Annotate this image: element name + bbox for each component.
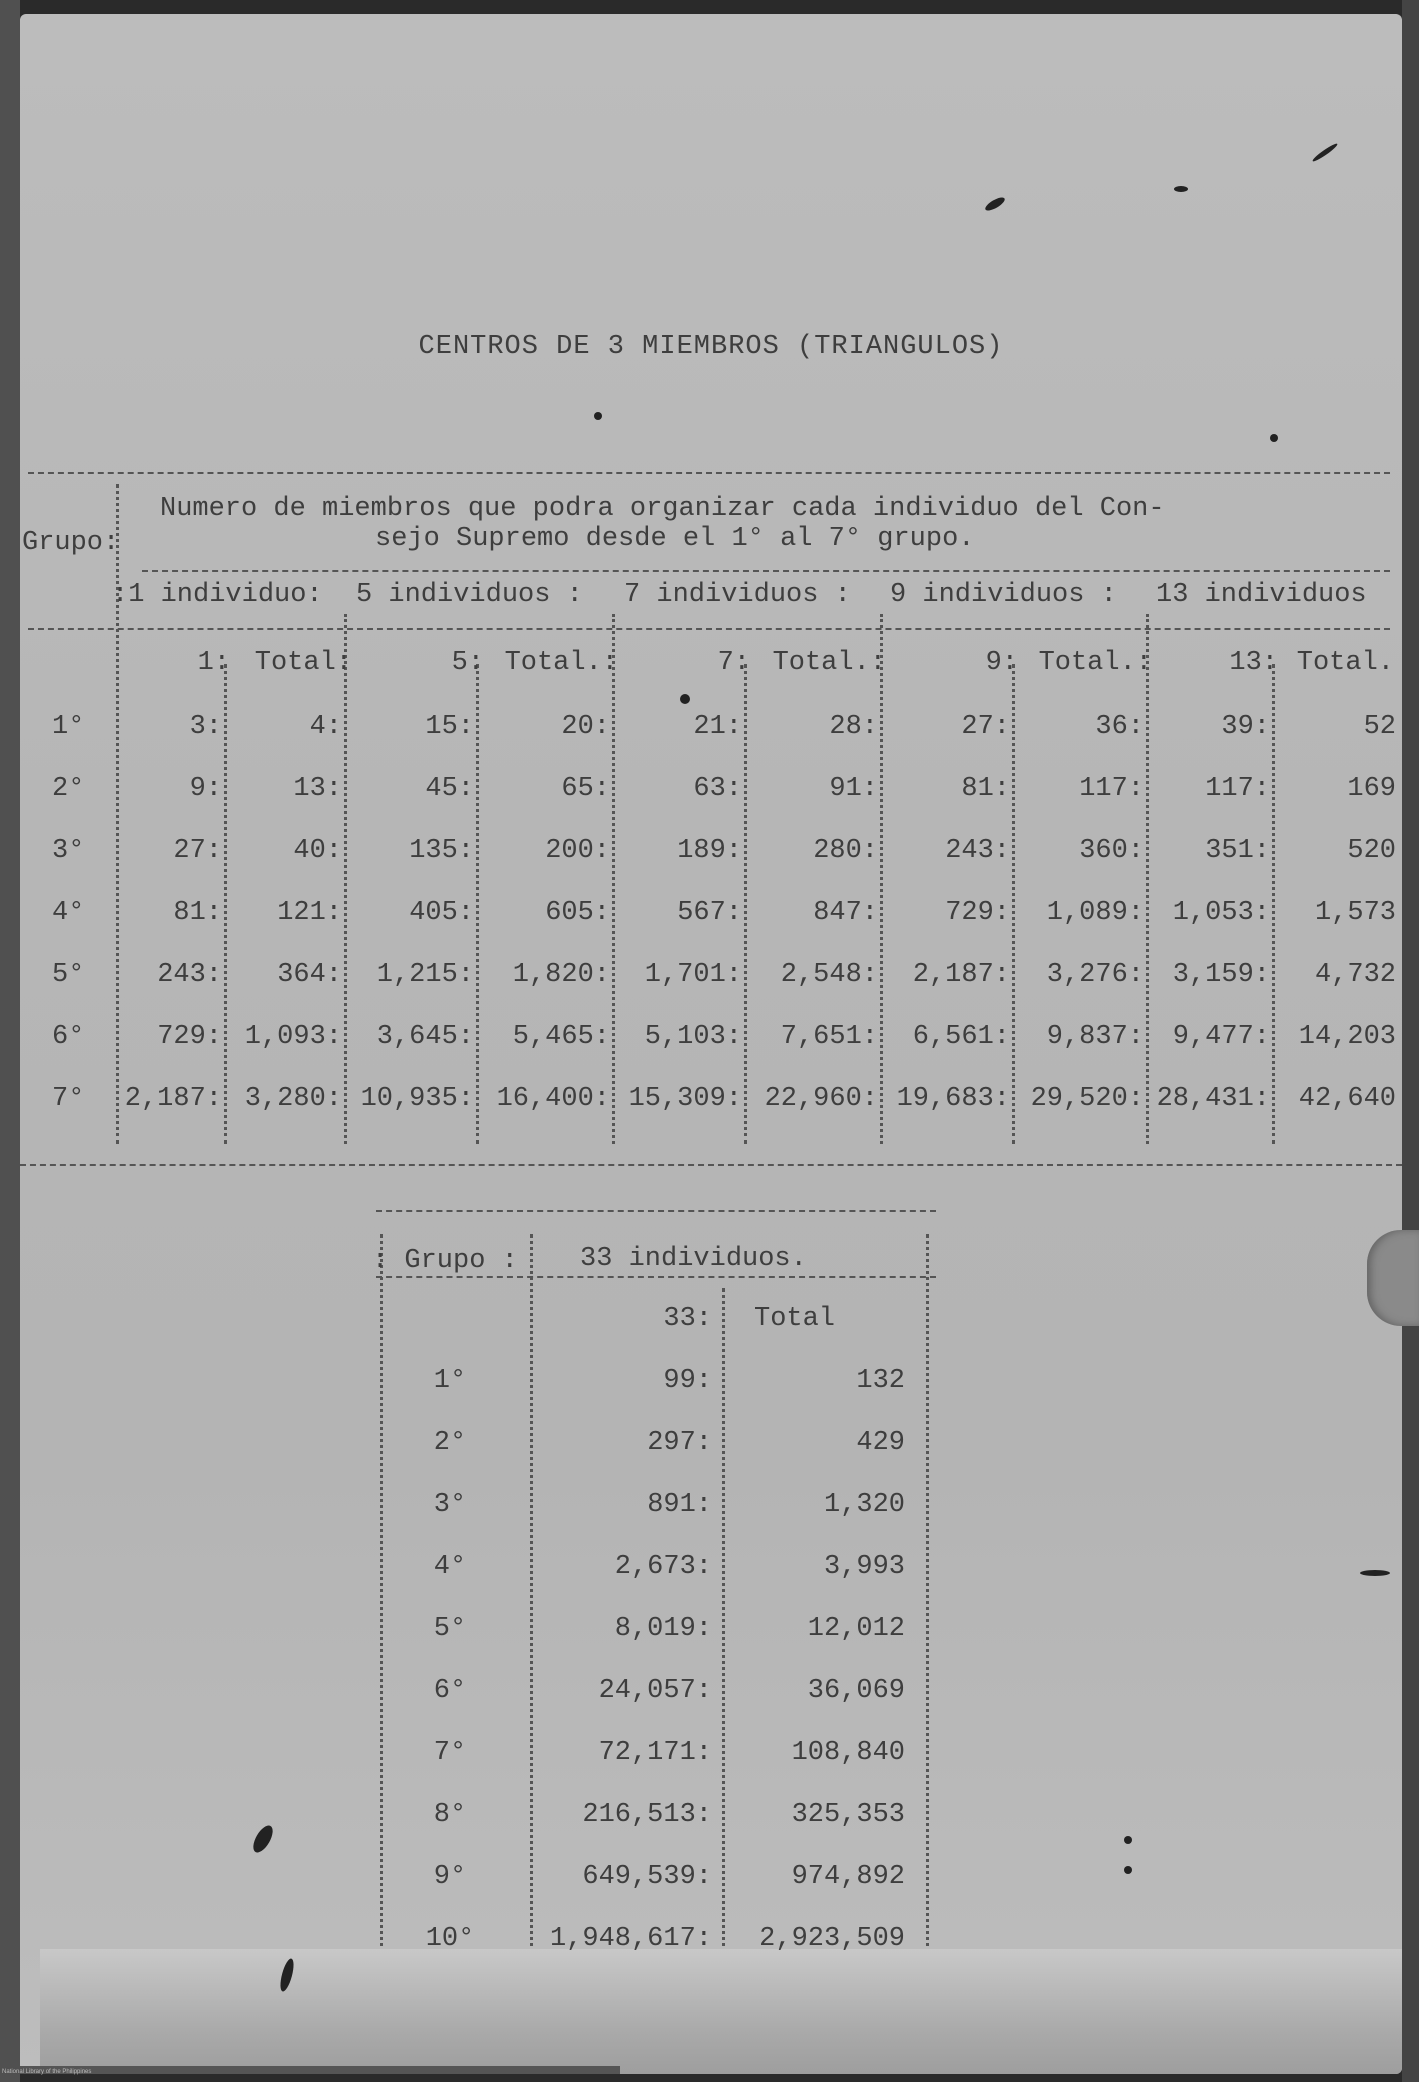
table1-cell: 121: — [277, 898, 342, 928]
table1-cell: 7,651: — [780, 1022, 878, 1052]
table1-row-grupo: 3° — [52, 836, 85, 866]
table1-cell: 13: — [293, 774, 342, 804]
table1-cell: 10,935: — [360, 1084, 474, 1114]
table1-header-line2: sejo Supremo desde el 1° al 7° grupo. — [375, 524, 975, 554]
table1-cell: 39: — [1221, 712, 1270, 742]
table1-cell: 27: — [173, 836, 222, 866]
table1-cell: 1,089: — [1046, 898, 1144, 928]
table1-cell: 280: — [813, 836, 878, 866]
ink-spot — [983, 195, 1006, 213]
table1-subheader: 5: — [451, 648, 484, 678]
table1-col-divider — [612, 614, 615, 1144]
table1-cell: 14,203 — [1298, 1022, 1396, 1052]
table1-cell: 1,093: — [244, 1022, 342, 1052]
table2-row-grupo: 10° — [425, 1924, 475, 1954]
table1-cell: 6,561: — [912, 1022, 1010, 1052]
table1-cell: 360: — [1079, 836, 1144, 866]
table1-cell: 4,732 — [1314, 960, 1396, 990]
ink-spot — [1174, 186, 1188, 192]
table1-cell: 52 — [1363, 712, 1396, 742]
table1-col-divider — [1146, 614, 1149, 1144]
table2-row-grupo: 6° — [433, 1676, 467, 1706]
table1-cell: 15: — [425, 712, 474, 742]
table1-cell: 605: — [545, 898, 610, 928]
binder-clip — [1367, 1230, 1419, 1326]
table1-top-rule — [28, 472, 1390, 474]
footer-bar — [20, 2066, 620, 2074]
table1-cell: 189: — [677, 836, 742, 866]
table1-subheader: 7: — [717, 648, 750, 678]
table1-cell: 65: — [561, 774, 610, 804]
table1-cell: 243: — [157, 960, 222, 990]
table2-cell: 8,019: — [614, 1614, 712, 1644]
page-edge-shadow — [1402, 0, 1419, 2082]
table1-cell: 1,053: — [1172, 898, 1270, 928]
table1-cell: 2,548: — [780, 960, 878, 990]
table2-header-rule — [376, 1276, 936, 1278]
table1-cell: 40: — [293, 836, 342, 866]
table1-grupo-header: Grupo: — [22, 528, 120, 558]
table1-col-header: 9 individuos : — [890, 580, 1117, 610]
table2-cell: 1,320 — [823, 1490, 905, 1520]
table1-subheader: 1: — [197, 648, 230, 678]
table1-cell: 5,103: — [644, 1022, 742, 1052]
table1-cell: 1,573 — [1314, 898, 1396, 928]
table2-cell: 429 — [856, 1428, 905, 1458]
ink-spot — [249, 1823, 276, 1856]
table1-cell: 28,431: — [1156, 1084, 1270, 1114]
table1-cell: 1,215: — [376, 960, 474, 990]
table2-row-grupo: 1° — [433, 1366, 467, 1396]
table1-cell: 2,187: — [912, 960, 1010, 990]
table1-cell: 351: — [1205, 836, 1270, 866]
table1-cell: 45: — [425, 774, 474, 804]
table1-row-grupo: 2° — [52, 774, 85, 804]
table1-cell: 405: — [409, 898, 474, 928]
table1-col-header: 7 individuos : — [624, 580, 851, 610]
table1-cell: 1,701: — [644, 960, 742, 990]
table1-cell: 15,309: — [628, 1084, 742, 1114]
table1-cell: 729: — [157, 1022, 222, 1052]
table2-cell: 36,069 — [807, 1676, 905, 1706]
table2-cell: 108,840 — [791, 1738, 905, 1768]
table2-cell: 325,353 — [791, 1800, 905, 1830]
ink-spot — [1270, 434, 1278, 442]
table1-col-header: :1 individuo: — [112, 580, 323, 610]
table1-col-header: 13 individuos — [1156, 580, 1367, 610]
table1-cell: 567: — [677, 898, 742, 928]
table2-top-rule — [376, 1210, 936, 1212]
table2-cell: 891: — [647, 1490, 712, 1520]
table1-cell: 117: — [1079, 774, 1144, 804]
table1-col-divider — [344, 614, 347, 1144]
table1-cell: 63: — [693, 774, 742, 804]
table1-row-grupo: 1° — [52, 712, 85, 742]
ink-spot — [1124, 1866, 1132, 1874]
table1-cell: 9,837: — [1046, 1022, 1144, 1052]
table1-subheader: 9: — [985, 648, 1018, 678]
table2-left-border — [380, 1234, 383, 1990]
table1-cell: 28: — [829, 712, 878, 742]
table1-cell: 729: — [945, 898, 1010, 928]
table2-cell: 24,057: — [598, 1676, 712, 1706]
table2-cell: 99: — [663, 1366, 712, 1396]
document-page — [20, 14, 1402, 2074]
table1-cell: 520 — [1347, 836, 1396, 866]
table2-row-grupo: 2° — [433, 1428, 467, 1458]
table2-subheader: Total — [754, 1304, 836, 1334]
table1-cell: 22,960: — [764, 1084, 878, 1114]
table2-cell: 12,012 — [807, 1614, 905, 1644]
table1-header-line1: Numero de miembros que podra organizar cada individuo del Con- — [160, 494, 1165, 524]
table1-cell: 36: — [1095, 712, 1144, 742]
table2-cell: 2,923,509 — [759, 1924, 905, 1954]
table1-cell: 21: — [693, 712, 742, 742]
table2-cell: 974,892 — [791, 1862, 905, 1892]
table1-subheader-rule — [28, 628, 1390, 630]
table1-cell: 3,276: — [1046, 960, 1144, 990]
table2-cell: 297: — [647, 1428, 712, 1458]
table1-cell: 135: — [409, 836, 474, 866]
table1-cell: 20: — [561, 712, 610, 742]
table1-subheader: Total.: — [1038, 648, 1152, 678]
table1-cell: 169 — [1347, 774, 1396, 804]
table1-cell: 3,159: — [1172, 960, 1270, 990]
table2-row-grupo: 3° — [433, 1490, 467, 1520]
table1-col-header: 5 individuos : — [356, 580, 583, 610]
book-spine — [0, 0, 20, 2082]
table1-col-divider — [880, 614, 883, 1144]
table2-cell: 216,513: — [582, 1800, 712, 1830]
table1-cell: 3: — [189, 712, 222, 742]
table2-cell: 649,539: — [582, 1862, 712, 1892]
table1-cell: 3,280: — [244, 1084, 342, 1114]
table1-cell: 364: — [277, 960, 342, 990]
table1-row-grupo: 7° — [52, 1084, 85, 1114]
table1-cell: 9: — [189, 774, 222, 804]
table1-cell: 81: — [173, 898, 222, 928]
table1-cell: 29,520: — [1030, 1084, 1144, 1114]
table2-row-grupo: 8° — [433, 1800, 467, 1830]
table2-grupo-header: : Grupo : — [372, 1246, 518, 1276]
table2-cell: 132 — [856, 1366, 905, 1396]
table1-row-grupo: 5° — [52, 960, 85, 990]
footer-credit: National Library of the Philippines — [2, 2069, 92, 2075]
ink-spot — [1124, 1836, 1132, 1844]
table1-cell: 19,683: — [896, 1084, 1010, 1114]
table1-bottom-rule — [20, 1164, 1402, 1166]
table1-cell: 81: — [961, 774, 1010, 804]
table1-header-rule — [142, 570, 1390, 572]
table2-right-border — [926, 1234, 929, 1990]
table1-cell: 200: — [545, 836, 610, 866]
ink-spot — [1311, 142, 1338, 163]
table1-subheader: Total. — [1296, 648, 1394, 678]
table1-row-grupo: 6° — [52, 1022, 85, 1052]
table1-cell: 1,820: — [512, 960, 610, 990]
table1-cell: 2,187: — [124, 1084, 222, 1114]
page-title: CENTROS DE 3 MIEMBROS (TRIANGULOS) — [418, 332, 1004, 362]
table1-subheader: Total.: — [772, 648, 886, 678]
table1-subheader: 13: — [1229, 648, 1278, 678]
table1-cell: 91: — [829, 774, 878, 804]
table1-cell: 243: — [945, 836, 1010, 866]
table1-cell: 16,400: — [496, 1084, 610, 1114]
table2-row-grupo: 5° — [433, 1614, 467, 1644]
ink-spot — [594, 412, 602, 420]
table1-subheader: Total: — [254, 648, 352, 678]
table1-cell: 3,645: — [376, 1022, 474, 1052]
table1-cell: 4: — [309, 712, 342, 742]
folded-corner — [40, 1949, 1402, 2074]
table1-cell: 9,477: — [1172, 1022, 1270, 1052]
table2-cell: 3,993 — [823, 1552, 905, 1582]
table1-cell: 5,465: — [512, 1022, 610, 1052]
table2-row-grupo: 7° — [433, 1738, 467, 1768]
table1-subheader: Total.: — [504, 648, 618, 678]
table2-col-header: 33 individuos. — [580, 1244, 807, 1274]
table2-cell: 2,673: — [614, 1552, 712, 1582]
table1-cell: 27: — [961, 712, 1010, 742]
table2-cell: 1,948,617: — [549, 1924, 712, 1954]
table2-row-grupo: 4° — [433, 1552, 467, 1582]
table2-row-grupo: 9° — [433, 1862, 467, 1892]
table1-cell: 42,640 — [1298, 1084, 1396, 1114]
table2-cell: 72,171: — [598, 1738, 712, 1768]
ink-spot — [680, 694, 690, 704]
table2-subheader: 33: — [663, 1304, 712, 1334]
table1-row-grupo: 4° — [52, 898, 85, 928]
ink-spot — [1360, 1570, 1390, 1576]
table1-cell: 117: — [1205, 774, 1270, 804]
table1-cell: 847: — [813, 898, 878, 928]
